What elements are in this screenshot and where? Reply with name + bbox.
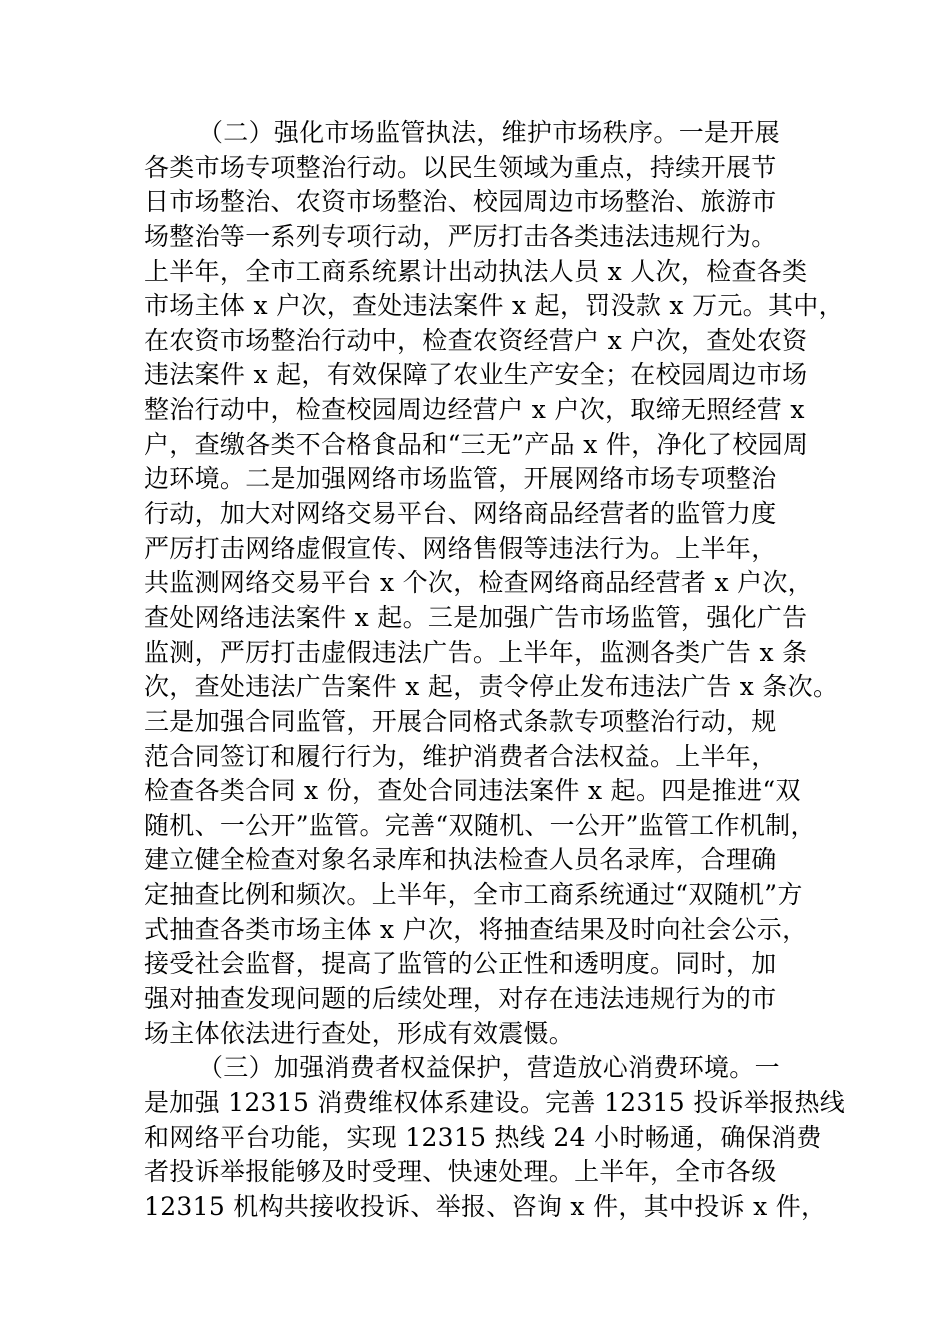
text-line: 查处网络违法案件 x 起。三是加强广告市场监管，强化广告 bbox=[144, 602, 808, 632]
paragraph-section-2 bbox=[144, 116, 844, 1051]
text-line: 范合同签订和履行行为，维护消费者合法权益。上半年， bbox=[144, 741, 777, 771]
text-line: 次，查处违法广告案件 x 起，责令停止发布违法广告 x 条次。 bbox=[144, 672, 839, 702]
text-line: 者投诉举报能够及时受理、快速处理。上半年，全市各级 bbox=[144, 1157, 777, 1187]
text-line: 式抽查各类市场主体 x 户次，将抽查结果及时向社会公示， bbox=[144, 914, 808, 944]
text-line: 市场主体 x 户次，查处违法案件 x 起，罚没款 x 万元。其中， bbox=[144, 291, 844, 321]
text-line: 违法案件 x 起，有效保障了农业生产安全；在校园周边市场 bbox=[144, 360, 808, 390]
text-line: 日市场整治、农资市场整治、校园周边市场整治、旅游市 bbox=[144, 187, 777, 217]
text-line: 共监测网络交易平台 x 个次，检查网络商品经营者 x 户次， bbox=[144, 568, 813, 598]
text-line: 整治行动中，检查校园周边经营户 x 户次，取缔无照经营 x bbox=[144, 395, 805, 425]
text-line: 边环境。二是加强网络市场监管，开展网络市场专项整治 bbox=[144, 464, 777, 494]
text-line: 上半年，全市工商系统累计出动执法人员 x 人次，检查各类 bbox=[144, 256, 808, 286]
text-line: 场主体依法进行查处，形成有效震慑。 bbox=[144, 1018, 575, 1048]
text-line: 三是加强合同监管，开展合同格式条款专项整治行动，规 bbox=[144, 706, 777, 736]
text-line: 随机、一公开”监管。完善“双随机、一公开”监管工作机制， bbox=[144, 810, 816, 840]
text-line: 场整治等一系列专项行动，严厉打击各类违法违规行为。 bbox=[144, 221, 777, 251]
text-line: 各类市场专项整治行动。以民生领域为重点，持续开展节 bbox=[144, 152, 777, 182]
text-line: 定抽查比例和频次。上半年，全市工商系统通过“双随机”方 bbox=[144, 880, 803, 910]
text-line: 户，查缴各类不合格食品和“三无”产品 x 件，净化了校园周 bbox=[144, 429, 809, 459]
text-line: 12315 机构共接收投诉、举报、咨询 x 件，其中投诉 x 件， bbox=[144, 1191, 827, 1221]
paragraph-section-3 bbox=[144, 1051, 844, 1224]
document-body bbox=[144, 116, 844, 1225]
text-line: （三）加强消费者权益保护，营造放心消费环境。一 bbox=[198, 1053, 780, 1083]
text-line: 强对抽查发现问题的后续处理，对存在违法违规行为的市 bbox=[144, 984, 777, 1014]
text-line: （二）强化市场监管执法，维护市场秩序。一是开展 bbox=[198, 118, 780, 147]
text-line: 和网络平台功能，实现 12315 热线 24 小时畅通，确保消费 bbox=[144, 1122, 822, 1152]
text-line: 建立健全检查对象名录库和执法检查人员名录库，合理确 bbox=[144, 845, 777, 875]
text-line: 严厉打击网络虚假宣传、网络售假等违法行为。上半年， bbox=[144, 533, 777, 563]
text-line: 在农资市场整治行动中，检查农资经营户 x 户次，查处农资 bbox=[144, 325, 808, 355]
text-line: 检查各类合同 x 份，查处合同违法案件 x 起。四是推进“双 bbox=[144, 776, 801, 806]
text-line: 行动，加大对网络交易平台、网络商品经营者的监管力度 bbox=[144, 499, 777, 529]
text-line: 是加强 12315 消费维权体系建设。完善 12315 投诉举报热线 bbox=[144, 1087, 846, 1117]
text-line: 接受社会监督，提高了监管的公正性和透明度。同时，加 bbox=[144, 949, 777, 979]
text-line: 监测，严厉打击虚假违法广告。上半年，监测各类广告 x 条 bbox=[144, 637, 808, 667]
